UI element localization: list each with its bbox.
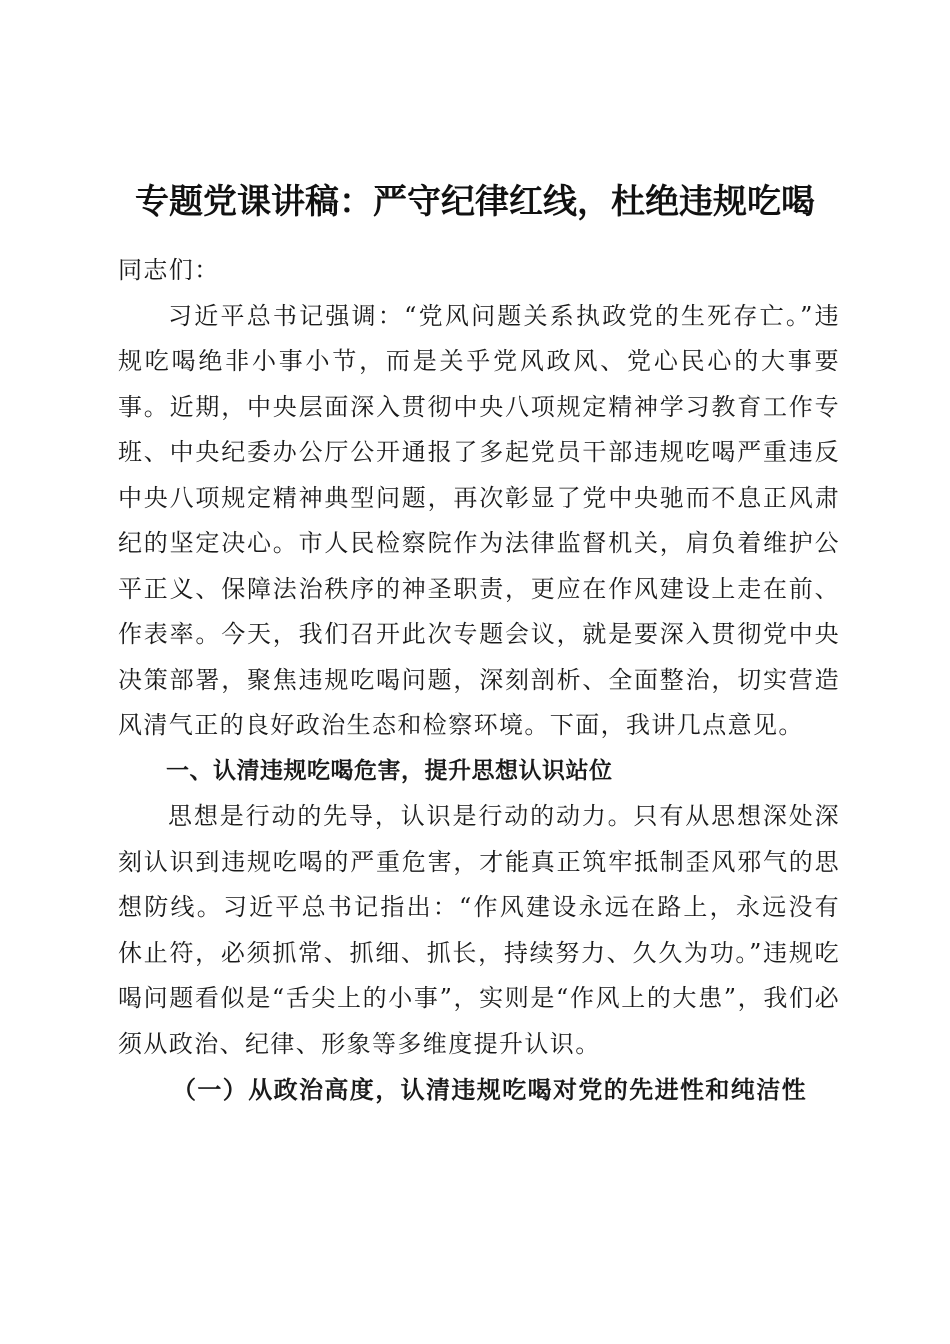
salutation: 同志们： — [118, 256, 220, 284]
subsection-heading-1: （一）从政治高度，认清违规吃喝对党的先进性和纯洁性 — [172, 1075, 807, 1104]
section-heading-1: 一、认清违规吃喝危害，提升思想认识站位 — [166, 757, 613, 784]
section-1-paragraph: 思想是行动的先导，认识是行动的动力。只有从思想深处深刻认识到违规吃喝的严重危害，才能真正筑牢抵制歪风邪气的思想防线。习近平总书记指出：“作风建设永远在路上，永远没有休止符，必须抓常、抓细、抓长，持续努力、久久为功。”违规吃喝问题看似是“舌尖上的小事”，实则是“作风上的大患”，我们必须从政治、纪律、形象等多维度提升认识。 — [118, 802, 840, 1058]
document-title: 专题党课讲稿：严守纪律红线，杜绝违规吃喝 — [135, 182, 815, 222]
intro-paragraph: 习近平总书记强调：“党风问题关系执政党的生死存亡。”违规吃喝绝非小事小节，而是关乎党风政风、党心民心的大事要事。近期，中央层面深入贯彻中央八项规定精神学习教育工作专班、中央纪委办公厅公开通报了多起党员干部违规吃喝严重违反中央八项规定精神典型问题，再次彰显了党中央驰而不息正风肃纪的坚定决心。市人民检察院作为法律监督机关，肩负着维护公平正义、保障法治秩序的神圣职责，更应在作风建设上走在前、作表率。今天，我们召开此次专题会议，就是要深入贯彻党中央决策部署，聚焦违规吃喝问题，深刻剖析、全面整治，切实营造风清气正的良好政治生态和检察环境。下面，我讲几点意见。 — [118, 301, 840, 739]
document-body — [118, 248, 840, 1113]
